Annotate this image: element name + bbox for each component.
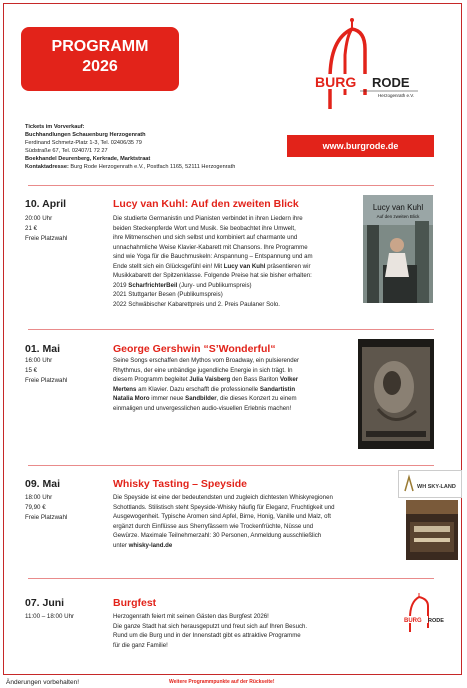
event-time: 16:00 Uhr [25,357,53,364]
photo-caption-1: Lucy van Kuhl [372,203,424,212]
desc-line: Mertens am Klavier. Dazu erschafft die professionelle Sandartistin [113,385,296,393]
desc-line: 2022 Schwäbischer Kabarettpreis und 2. Preis Paulaner Solo. [113,300,281,308]
logo-rode-text: RODE [372,75,410,90]
logo-burg-text: BURG [315,74,357,90]
event-date: 10. April [25,198,67,210]
desc-line: Rhythmus, der eine unbändige jugendliche Energie in sich trägt. In [113,366,293,374]
event-time: 18:00 Uhr [25,494,53,501]
event-meta [25,214,67,244]
desc-line: Die Speyside ist eine der bedeutendsten und zugleich dichtesten Whiskyregionen [113,494,333,501]
logo-sub-text: Herzogenrath e.V. [378,93,415,98]
desc-line: Die studierte Germanistin und Pianisten verbindet in ihren Liedern ihre [113,215,303,222]
desc-line: Rund um die Burg und in der Innenstadt gibt es attraktive Programme [113,632,301,639]
photo-caption-2: Auf den zweiten Blick [376,214,420,219]
separator [28,578,434,579]
event-description [113,356,353,413]
desc-line: unnachahmliche Weise Klavier-Kabarett mit Chansons. Ihre Programme [113,243,308,251]
desc-line: Herzogenrath feiert mit seinen Gästen das Burgfest 2026! [113,613,269,620]
programm-year: 2026 [82,58,118,75]
desc-line: für die ganz Familie! [113,641,168,649]
desc-line: Ausgewogenheit. Typische Aromen sind Apfel, Birne, Honig, Vanille und Malz, oft [113,513,331,520]
event-meta [25,356,67,386]
event-title: Burgfest [113,597,157,609]
desc-line: 2021 Stuttgarter Besen (Publikumspreis) [113,291,223,298]
desc-line: sind wie Yoga für die Bauchmuskeln: Anspannung – Entspannung und am [113,253,313,260]
footer-disclaimer: Änderungen vorbehalten! [6,679,80,686]
separator [28,465,434,466]
whisky-bar-photo [406,500,458,560]
contact-label: Kontaktadresse: [25,164,69,170]
event-title: Lucy van Kuhl: Auf den zweiten Blick [113,198,299,210]
desc-line: ergänzt durch Einflüsse aus Sherryfässern wie Trockenfrüchte, Nüsse und [113,522,314,530]
desc-line: einmaligen und unvergesslichen audio-visuellen Erlebnis machen! [113,404,292,412]
ticket-line-3: Südstraße 67, Tel. 02407/1 72 27 [25,148,108,154]
event-price: 79,90 € [25,504,46,511]
event-meta [25,612,74,622]
event-title: Whisky Tasting – Speyside [113,478,248,490]
ticket-line-4: Boekhandel Deurenberg, Kerkrade, Marktstraat [25,156,151,162]
gershwin-sand-art-photo [358,339,434,449]
event-meta [25,493,67,523]
desc-line: unter whisky-land.de [113,541,173,549]
burg-rode-logo [300,17,430,127]
svg-text:BURG: BURG [404,618,422,624]
desc-line: Die ganze Stadt hat sich herausgeputzt und freut sich auf Ihren Besuch. [113,622,308,630]
desc-line: Seine Songs erschaffen den Mythos vom Broadway, ein pulsierender [113,357,300,364]
burgfest-logo [400,592,444,638]
event-time: 20:00 Uhr [25,215,53,222]
lucy-van-kuhl-photo [363,195,433,303]
website-link[interactable]: www.burgrode.de [287,135,434,157]
event-time: 11:00 – 18:00 Uhr [25,613,75,620]
desc-line: Musikkabarett der Spitzenklasse. Folgende Preise hat sie bisher erhalten: [113,272,312,279]
event-date: 09. Mai [25,478,61,490]
desc-line: Natalia Moro immer neue Sandbilder, die dieses Konzert zu einem [113,395,297,402]
event-title: George Gershwin “S’Wonderful“ [113,343,276,355]
event-seating: Freie Platzwahl [25,514,68,521]
event-price: 21 € [25,225,38,232]
desc-line: Ende stellt sich ein Glücksgefühl ein! Mit Lucy van Kuhl präsentieren wir [113,262,311,270]
ticket-line-1: Buchhandlungen Schauenburg Herzogenrath [25,132,146,138]
castle-logo-icon [300,17,430,127]
event-seating: Freie Platzwahl [25,235,68,242]
event-description [113,214,359,309]
whisky-land-logo [398,470,462,498]
svg-text:RODE: RODE [428,618,444,624]
ticket-line-2: Ferdinand Schmetz-Platz 1-3, Tel. 02406/35 79 [25,140,142,146]
tickets-title: Tickets im Vorverkauf: [25,124,85,130]
programm-title: PROGRAMM [51,38,149,55]
castle-small-icon [400,592,444,638]
event-description [113,493,398,550]
contact-value: Burg Rode Herzogenrath e.V., Postfach 1165, 52111 Herzogenrath [70,164,236,170]
desc-line: diesem Programm begleitet Julia Vaisberg den Bass Bariton Volker [113,376,299,383]
event-seating: Freie Platzwahl [25,377,68,384]
footer-more-info: Weitere Programmpunkte auf der Rückseite! [169,679,275,685]
separator [28,329,434,330]
programm-badge [21,27,179,91]
separator [28,185,434,186]
desc-line: Gewürze. Maximale Teilnehmerzahl: 30 Personen, Anmeldung ausschließlich [113,532,322,539]
desc-line: ihre Mitmenschen und sich selbst und kombiniert auf charmante und [113,234,298,241]
event-price: 15 € [25,367,38,374]
desc-line: beiden Steckenpferde Wort und Musik. Sie beobachtet ihre Umwelt, [113,224,296,232]
desc-line: Schottlands. Stilistisch steht Speyside-Whisky häufig für Eleganz, Fruchtigkeit und [113,503,335,511]
event-date: 07. Juni [25,597,65,609]
event-description [113,612,353,650]
desc-line: 2019 ScharfrichterBeil (Jury- und Publikumspreis) [113,281,252,289]
whisky-land-logo-text: WH SKY-LAND [417,484,456,490]
ticket-info [25,123,235,171]
event-date: 01. Mai [25,343,61,355]
